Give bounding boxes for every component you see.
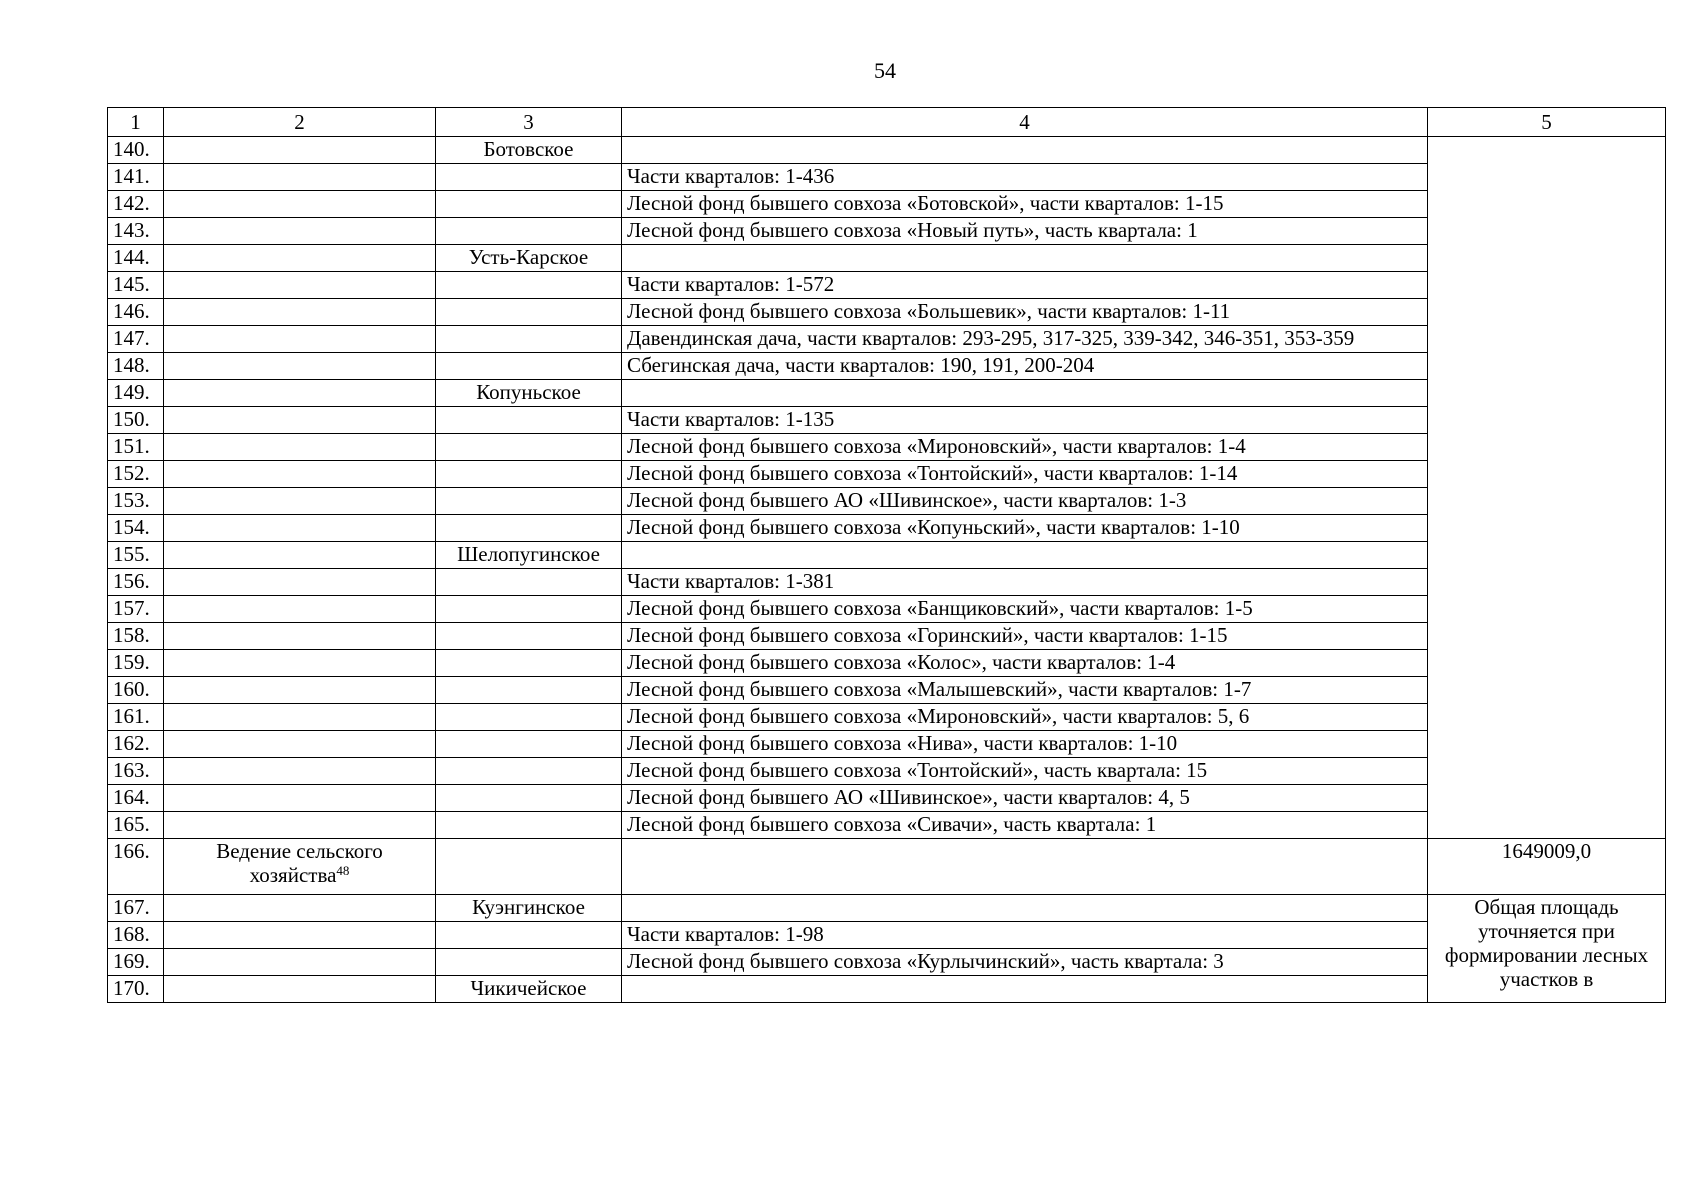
- quarters-cell: Лесной фонд бывшего совхоза «Малышевский», части кварталов: 1-7: [622, 677, 1428, 704]
- forestry-cell: [436, 164, 622, 191]
- forestry-cell: Куэнгинское: [436, 895, 622, 922]
- quarters-cell: [622, 839, 1428, 895]
- purpose-cell: [164, 839, 436, 895]
- quarters-cell: Части кварталов: 1-572: [622, 272, 1428, 299]
- row-number: 154.: [108, 515, 164, 542]
- purpose-cell: [164, 272, 436, 299]
- quarters-cell: [622, 380, 1428, 407]
- purpose-cell: [164, 488, 436, 515]
- purpose-cell: [164, 785, 436, 812]
- forestry-cell: [436, 407, 622, 434]
- quarters-cell: Лесной фонд бывшего совхоза «Ботовской», части кварталов: 1-15: [622, 191, 1428, 218]
- forestry-cell: [436, 515, 622, 542]
- quarters-cell: Лесной фонд бывшего совхоза «Копуньский», части кварталов: 1-10: [622, 515, 1428, 542]
- quarters-cell: Лесной фонд бывшего АО «Шивинское», части кварталов: 1-3: [622, 488, 1428, 515]
- forestry-cell: [436, 704, 622, 731]
- forestry-cell: Шелопугинское: [436, 542, 622, 569]
- forestry-cell: [436, 839, 622, 895]
- quarters-cell: Лесной фонд бывшего совхоза «Тонтойский», часть квартала: 15: [622, 758, 1428, 785]
- forestry-cell: [436, 488, 622, 515]
- row-number: 166.: [108, 839, 164, 895]
- header-col-4: 4: [622, 108, 1428, 137]
- quarters-cell: Лесной фонд бывшего совхоза «Сивачи», часть квартала: 1: [622, 812, 1428, 839]
- row-number: 164.: [108, 785, 164, 812]
- area-cell: 1649009,0: [1428, 839, 1666, 895]
- quarters-cell: Лесной фонд бывшего совхоза «Новый путь», часть квартала: 1: [622, 218, 1428, 245]
- area-cell-blank: [1428, 137, 1666, 839]
- table-header-row: [108, 108, 1666, 137]
- forestry-cell: [436, 569, 622, 596]
- row-number: 156.: [108, 569, 164, 596]
- quarters-cell: Части кварталов: 1-436: [622, 164, 1428, 191]
- purpose-cell: [164, 164, 436, 191]
- row-number: 142.: [108, 191, 164, 218]
- row-number: 141.: [108, 164, 164, 191]
- forestry-cell: [436, 191, 622, 218]
- purpose-cell: [164, 677, 436, 704]
- purpose-cell: [164, 569, 436, 596]
- row-number: 158.: [108, 623, 164, 650]
- quarters-cell: Лесной фонд бывшего совхоза «Курлычинский», часть квартала: 3: [622, 949, 1428, 976]
- row-number: 144.: [108, 245, 164, 272]
- forestry-cell: [436, 218, 622, 245]
- row-number: 168.: [108, 922, 164, 949]
- purpose-cell: [164, 623, 436, 650]
- quarters-cell: Лесной фонд бывшего совхоза «Мироновский», части кварталов: 1-4: [622, 434, 1428, 461]
- forestry-cell: [436, 785, 622, 812]
- purpose-cell: [164, 218, 436, 245]
- row-number: 165.: [108, 812, 164, 839]
- purpose-cell: [164, 407, 436, 434]
- forestry-cell: Ботовское: [436, 137, 622, 164]
- footnote-ref: 48: [336, 863, 350, 878]
- forestry-cell: [436, 299, 622, 326]
- row-number: 153.: [108, 488, 164, 515]
- quarters-cell: [622, 137, 1428, 164]
- header-col-3: 3: [436, 108, 622, 137]
- row-number: 147.: [108, 326, 164, 353]
- table-row: [108, 137, 1666, 164]
- quarters-cell: Лесной фонд бывшего совхоза «Горинский», части кварталов: 1-15: [622, 623, 1428, 650]
- row-number: 151.: [108, 434, 164, 461]
- row-number: 159.: [108, 650, 164, 677]
- row-number: 155.: [108, 542, 164, 569]
- purpose-cell: [164, 191, 436, 218]
- forestry-cell: [436, 434, 622, 461]
- row-number: 140.: [108, 137, 164, 164]
- forestry-cell: [436, 758, 622, 785]
- purpose-cell: [164, 461, 436, 488]
- row-number: 170.: [108, 976, 164, 1003]
- forestry-cell: [436, 326, 622, 353]
- quarters-cell: [622, 976, 1428, 1003]
- row-number: 169.: [108, 949, 164, 976]
- quarters-cell: [622, 245, 1428, 272]
- forestry-cell: [436, 596, 622, 623]
- purpose-cell: [164, 245, 436, 272]
- forestry-cell: Усть-Карское: [436, 245, 622, 272]
- quarters-cell: [622, 542, 1428, 569]
- purpose-cell: [164, 434, 436, 461]
- row-number: 149.: [108, 380, 164, 407]
- forest-plots-table: [107, 107, 1666, 1003]
- purpose-cell: [164, 922, 436, 949]
- purpose-cell: [164, 299, 436, 326]
- purpose-cell: [164, 326, 436, 353]
- quarters-cell: Давендинская дача, части кварталов: 293-295, 317-325, 339-342, 346-351, 353-359: [622, 326, 1428, 353]
- row-number: 145.: [108, 272, 164, 299]
- purpose-cell: [164, 515, 436, 542]
- purpose-text: Ведение сельского хозяйства: [216, 839, 383, 887]
- forestry-cell: [436, 272, 622, 299]
- table-body: [108, 108, 1666, 1003]
- purpose-cell: [164, 758, 436, 785]
- row-number: 148.: [108, 353, 164, 380]
- header-col-1: 1: [108, 108, 164, 137]
- forestry-cell: Чикичейское: [436, 976, 622, 1003]
- row-number: 162.: [108, 731, 164, 758]
- quarters-cell: Лесной фонд бывшего совхоза «Колос», части кварталов: 1-4: [622, 650, 1428, 677]
- row-number: 150.: [108, 407, 164, 434]
- purpose-cell: [164, 895, 436, 922]
- purpose-cell: [164, 137, 436, 164]
- quarters-cell: Лесной фонд бывшего совхоза «Тонтойский», части кварталов: 1-14: [622, 461, 1428, 488]
- header-col-5: 5: [1428, 108, 1666, 137]
- table-row: [108, 839, 1666, 895]
- row-number: 167.: [108, 895, 164, 922]
- header-col-2: 2: [164, 108, 436, 137]
- quarters-cell: Лесной фонд бывшего совхоза «Мироновский», части кварталов: 5, 6: [622, 704, 1428, 731]
- forestry-cell: Копуньское: [436, 380, 622, 407]
- quarters-cell: Части кварталов: 1-135: [622, 407, 1428, 434]
- purpose-cell: [164, 596, 436, 623]
- forestry-cell: [436, 461, 622, 488]
- purpose-cell: [164, 650, 436, 677]
- row-number: 146.: [108, 299, 164, 326]
- purpose-cell: [164, 976, 436, 1003]
- forestry-cell: [436, 353, 622, 380]
- row-number: 163.: [108, 758, 164, 785]
- purpose-cell: [164, 542, 436, 569]
- area-note-cell: Общая площадь уточняется при формировании лесных участков в: [1428, 895, 1666, 1003]
- row-number: 152.: [108, 461, 164, 488]
- forestry-cell: [436, 731, 622, 758]
- page-number: 54: [874, 58, 896, 83]
- row-number: 143.: [108, 218, 164, 245]
- row-number: 157.: [108, 596, 164, 623]
- forestry-cell: [436, 949, 622, 976]
- quarters-cell: Лесной фонд бывшего совхоза «Банщиковский», части кварталов: 1-5: [622, 596, 1428, 623]
- quarters-cell: Лесной фонд бывшего совхоза «Большевик», части кварталов: 1-11: [622, 299, 1428, 326]
- forestry-cell: [436, 812, 622, 839]
- forestry-cell: [436, 650, 622, 677]
- row-number: 161.: [108, 704, 164, 731]
- table-row: [108, 895, 1666, 922]
- quarters-cell: Части кварталов: 1-381: [622, 569, 1428, 596]
- purpose-cell: [164, 353, 436, 380]
- purpose-cell: [164, 704, 436, 731]
- quarters-cell: Сбегинская дача, части кварталов: 190, 191, 200-204: [622, 353, 1428, 380]
- quarters-cell: Лесной фонд бывшего совхоза «Нива», части кварталов: 1-10: [622, 731, 1428, 758]
- forestry-cell: [436, 922, 622, 949]
- quarters-cell: Лесной фонд бывшего АО «Шивинское», части кварталов: 4, 5: [622, 785, 1428, 812]
- quarters-cell: [622, 895, 1428, 922]
- forestry-cell: [436, 623, 622, 650]
- purpose-cell: [164, 949, 436, 976]
- purpose-cell: [164, 731, 436, 758]
- row-number: 160.: [108, 677, 164, 704]
- forestry-cell: [436, 677, 622, 704]
- purpose-cell: [164, 380, 436, 407]
- quarters-cell: Части кварталов: 1-98: [622, 922, 1428, 949]
- purpose-cell: [164, 812, 436, 839]
